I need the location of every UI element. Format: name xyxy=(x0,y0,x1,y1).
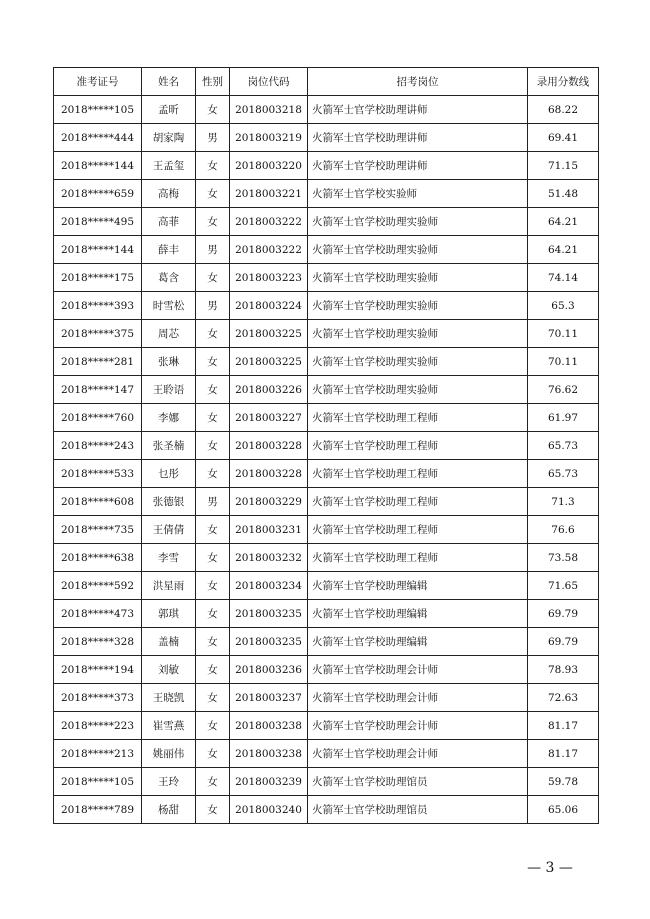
post-code-cell: 2018003239 xyxy=(230,768,308,796)
gender-cell: 女 xyxy=(196,684,230,712)
gender-cell: 女 xyxy=(196,432,230,460)
name-cell: 高菲 xyxy=(142,208,196,236)
exam-id-cell: 2018*****760 xyxy=(54,404,142,432)
table-row xyxy=(54,460,599,488)
post-code-cell: 2018003234 xyxy=(230,572,308,600)
score-line-cell: 76.62 xyxy=(528,376,599,404)
exam-id-cell: 2018*****375 xyxy=(54,320,142,348)
exam-id-cell: 2018*****659 xyxy=(54,180,142,208)
score-line-cell: 51.48 xyxy=(528,180,599,208)
gender-cell: 女 xyxy=(196,628,230,656)
gender-cell: 女 xyxy=(196,516,230,544)
table-row xyxy=(54,684,599,712)
table-row xyxy=(54,320,599,348)
post-code-cell: 2018003240 xyxy=(230,796,308,824)
post-cell: 火箭军士官学校助理馆员 xyxy=(308,796,528,824)
score-line-cell: 64.21 xyxy=(528,208,599,236)
score-line-cell: 69.79 xyxy=(528,628,599,656)
gender-cell: 男 xyxy=(196,488,230,516)
post-cell: 火箭军士官学校助理实验师 xyxy=(308,376,528,404)
post-code-cell: 2018003224 xyxy=(230,292,308,320)
page-number: — 3 — xyxy=(527,860,573,876)
gender-cell: 男 xyxy=(196,124,230,152)
exam-id-cell: 2018*****243 xyxy=(54,432,142,460)
gender-cell: 女 xyxy=(196,740,230,768)
exam-id-cell: 2018*****223 xyxy=(54,712,142,740)
table-row xyxy=(54,180,599,208)
score-line-cell: 65.06 xyxy=(528,796,599,824)
table-row xyxy=(54,712,599,740)
table-row xyxy=(54,656,599,684)
table-row xyxy=(54,376,599,404)
gender-cell: 女 xyxy=(196,404,230,432)
table-row xyxy=(54,628,599,656)
exam-id-cell: 2018*****175 xyxy=(54,264,142,292)
post-code-cell: 2018003223 xyxy=(230,264,308,292)
gender-cell: 女 xyxy=(196,96,230,124)
exam-id-cell: 2018*****638 xyxy=(54,544,142,572)
post-cell: 火箭军士官学校助理实验师 xyxy=(308,320,528,348)
name-cell: 刘敏 xyxy=(142,656,196,684)
gender-cell: 女 xyxy=(196,712,230,740)
exam-id-cell: 2018*****592 xyxy=(54,572,142,600)
gender-cell: 女 xyxy=(196,656,230,684)
score-line-cell: 65.3 xyxy=(528,292,599,320)
post-cell: 火箭军士官学校助理实验师 xyxy=(308,348,528,376)
post-cell: 火箭军士官学校实验师 xyxy=(308,180,528,208)
post-code-cell: 2018003225 xyxy=(230,348,308,376)
name-cell: 盖楠 xyxy=(142,628,196,656)
name-cell: 张琳 xyxy=(142,348,196,376)
name-cell: 王聆语 xyxy=(142,376,196,404)
gender-cell: 男 xyxy=(196,292,230,320)
gender-cell: 女 xyxy=(196,460,230,488)
post-code-cell: 2018003229 xyxy=(230,488,308,516)
gender-cell: 男 xyxy=(196,236,230,264)
post-code-cell: 2018003237 xyxy=(230,684,308,712)
exam-id-cell: 2018*****194 xyxy=(54,656,142,684)
exam-id-cell: 2018*****105 xyxy=(54,96,142,124)
post-cell: 火箭军士官学校助理会计师 xyxy=(308,712,528,740)
table-row xyxy=(54,488,599,516)
post-cell: 火箭军士官学校助理讲师 xyxy=(308,124,528,152)
post-cell: 火箭军士官学校助理工程师 xyxy=(308,488,528,516)
gender-cell: 女 xyxy=(196,180,230,208)
name-cell: 李娜 xyxy=(142,404,196,432)
gender-cell: 女 xyxy=(196,320,230,348)
table-row xyxy=(54,264,599,292)
post-cell: 火箭军士官学校助理会计师 xyxy=(308,656,528,684)
score-line-cell: 65.73 xyxy=(528,432,599,460)
exam-id-cell: 2018*****495 xyxy=(54,208,142,236)
post-code-cell: 2018003231 xyxy=(230,516,308,544)
table-row xyxy=(54,404,599,432)
table-row xyxy=(54,96,599,124)
score-line-cell: 71.15 xyxy=(528,152,599,180)
post-cell: 火箭军士官学校助理工程师 xyxy=(308,516,528,544)
post-code-cell: 2018003222 xyxy=(230,236,308,264)
score-line-cell: 68.22 xyxy=(528,96,599,124)
name-cell: 姚丽伟 xyxy=(142,740,196,768)
header-name: 姓名 xyxy=(142,68,196,96)
gender-cell: 女 xyxy=(196,208,230,236)
exam-id-cell: 2018*****281 xyxy=(54,348,142,376)
name-cell: 薛丰 xyxy=(142,236,196,264)
post-code-cell: 2018003238 xyxy=(230,712,308,740)
exam-id-cell: 2018*****144 xyxy=(54,236,142,264)
post-cell: 火箭军士官学校助理馆员 xyxy=(308,768,528,796)
gender-cell: 女 xyxy=(196,572,230,600)
post-code-cell: 2018003218 xyxy=(230,96,308,124)
score-line-cell: 78.93 xyxy=(528,656,599,684)
header-post: 招考岗位 xyxy=(308,68,528,96)
table-row xyxy=(54,740,599,768)
score-line-cell: 71.3 xyxy=(528,488,599,516)
name-cell: 时雪松 xyxy=(142,292,196,320)
score-line-cell: 61.97 xyxy=(528,404,599,432)
post-cell: 火箭军士官学校助理编辑 xyxy=(308,628,528,656)
table-row xyxy=(54,516,599,544)
exam-id-cell: 2018*****144 xyxy=(54,152,142,180)
post-code-cell: 2018003235 xyxy=(230,600,308,628)
name-cell: 周芯 xyxy=(142,320,196,348)
post-cell: 火箭军士官学校助理实验师 xyxy=(308,292,528,320)
table-row xyxy=(54,600,599,628)
post-code-cell: 2018003236 xyxy=(230,656,308,684)
exam-id-cell: 2018*****147 xyxy=(54,376,142,404)
gender-cell: 女 xyxy=(196,600,230,628)
table-row xyxy=(54,796,599,824)
exam-id-cell: 2018*****789 xyxy=(54,796,142,824)
name-cell: 张圣楠 xyxy=(142,432,196,460)
post-cell: 火箭军士官学校助理编辑 xyxy=(308,600,528,628)
score-line-cell: 69.79 xyxy=(528,600,599,628)
post-code-cell: 2018003227 xyxy=(230,404,308,432)
post-code-cell: 2018003219 xyxy=(230,124,308,152)
post-cell: 火箭军士官学校助理实验师 xyxy=(308,264,528,292)
post-cell: 火箭军士官学校助理工程师 xyxy=(308,544,528,572)
post-code-cell: 2018003226 xyxy=(230,376,308,404)
exam-id-cell: 2018*****373 xyxy=(54,684,142,712)
score-line-cell: 70.11 xyxy=(528,320,599,348)
post-code-cell: 2018003232 xyxy=(230,544,308,572)
exam-id-cell: 2018*****533 xyxy=(54,460,142,488)
post-cell: 火箭军士官学校助理实验师 xyxy=(308,208,528,236)
exam-id-cell: 2018*****105 xyxy=(54,768,142,796)
name-cell: 崔雪燕 xyxy=(142,712,196,740)
post-code-cell: 2018003221 xyxy=(230,180,308,208)
score-line-cell: 59.78 xyxy=(528,768,599,796)
table-row xyxy=(54,152,599,180)
header-exam-id: 准考证号 xyxy=(54,68,142,96)
score-line-cell: 65.73 xyxy=(528,460,599,488)
post-cell: 火箭军士官学校助理编辑 xyxy=(308,572,528,600)
post-cell: 火箭军士官学校助理会计师 xyxy=(308,740,528,768)
table-row xyxy=(54,544,599,572)
gender-cell: 女 xyxy=(196,796,230,824)
header-score-line: 录用分数线 xyxy=(528,68,599,96)
header-post-code: 岗位代码 xyxy=(230,68,308,96)
exam-id-cell: 2018*****393 xyxy=(54,292,142,320)
post-cell: 火箭军士官学校助理会计师 xyxy=(308,684,528,712)
gender-cell: 女 xyxy=(196,152,230,180)
table-header-row xyxy=(54,68,599,96)
table-body xyxy=(54,96,599,824)
table-row xyxy=(54,768,599,796)
name-cell: 胡家陶 xyxy=(142,124,196,152)
name-cell: 李雪 xyxy=(142,544,196,572)
score-line-cell: 73.58 xyxy=(528,544,599,572)
table-row xyxy=(54,208,599,236)
exam-id-cell: 2018*****328 xyxy=(54,628,142,656)
name-cell: 葛含 xyxy=(142,264,196,292)
gender-cell: 女 xyxy=(196,376,230,404)
table-row xyxy=(54,236,599,264)
gender-cell: 女 xyxy=(196,768,230,796)
name-cell: 王倩倩 xyxy=(142,516,196,544)
exam-id-cell: 2018*****608 xyxy=(54,488,142,516)
exam-id-cell: 2018*****473 xyxy=(54,600,142,628)
post-code-cell: 2018003222 xyxy=(230,208,308,236)
gender-cell: 女 xyxy=(196,544,230,572)
post-code-cell: 2018003238 xyxy=(230,740,308,768)
post-cell: 火箭军士官学校助理工程师 xyxy=(308,460,528,488)
name-cell: 张德银 xyxy=(142,488,196,516)
score-line-cell: 74.14 xyxy=(528,264,599,292)
score-line-cell: 64.21 xyxy=(528,236,599,264)
post-cell: 火箭军士官学校助理工程师 xyxy=(308,404,528,432)
score-line-cell: 69.41 xyxy=(528,124,599,152)
exam-id-cell: 2018*****444 xyxy=(54,124,142,152)
post-code-cell: 2018003228 xyxy=(230,432,308,460)
name-cell: 王晓凯 xyxy=(142,684,196,712)
post-cell: 火箭军士官学校助理讲师 xyxy=(308,152,528,180)
name-cell: 乜彤 xyxy=(142,460,196,488)
exam-id-cell: 2018*****213 xyxy=(54,740,142,768)
name-cell: 洪星雨 xyxy=(142,572,196,600)
post-code-cell: 2018003225 xyxy=(230,320,308,348)
exam-id-cell: 2018*****735 xyxy=(54,516,142,544)
post-cell: 火箭军士官学校助理实验师 xyxy=(308,236,528,264)
name-cell: 郭琪 xyxy=(142,600,196,628)
table-row xyxy=(54,572,599,600)
post-code-cell: 2018003220 xyxy=(230,152,308,180)
post-cell: 火箭军士官学校助理工程师 xyxy=(308,432,528,460)
table-row xyxy=(54,348,599,376)
header-gender: 性别 xyxy=(196,68,230,96)
table-row xyxy=(54,292,599,320)
name-cell: 王孟玺 xyxy=(142,152,196,180)
name-cell: 杨甜 xyxy=(142,796,196,824)
score-line-cell: 81.17 xyxy=(528,740,599,768)
post-code-cell: 2018003235 xyxy=(230,628,308,656)
name-cell: 孟昕 xyxy=(142,96,196,124)
gender-cell: 女 xyxy=(196,264,230,292)
post-cell: 火箭军士官学校助理讲师 xyxy=(308,96,528,124)
name-cell: 高梅 xyxy=(142,180,196,208)
gender-cell: 女 xyxy=(196,348,230,376)
post-code-cell: 2018003228 xyxy=(230,460,308,488)
table-row xyxy=(54,432,599,460)
score-line-cell: 70.11 xyxy=(528,348,599,376)
score-line-cell: 71.65 xyxy=(528,572,599,600)
score-line-cell: 81.17 xyxy=(528,712,599,740)
score-line-cell: 76.6 xyxy=(528,516,599,544)
name-cell: 王玲 xyxy=(142,768,196,796)
admission-score-table xyxy=(53,67,599,824)
score-line-cell: 72.63 xyxy=(528,684,599,712)
table-row xyxy=(54,124,599,152)
